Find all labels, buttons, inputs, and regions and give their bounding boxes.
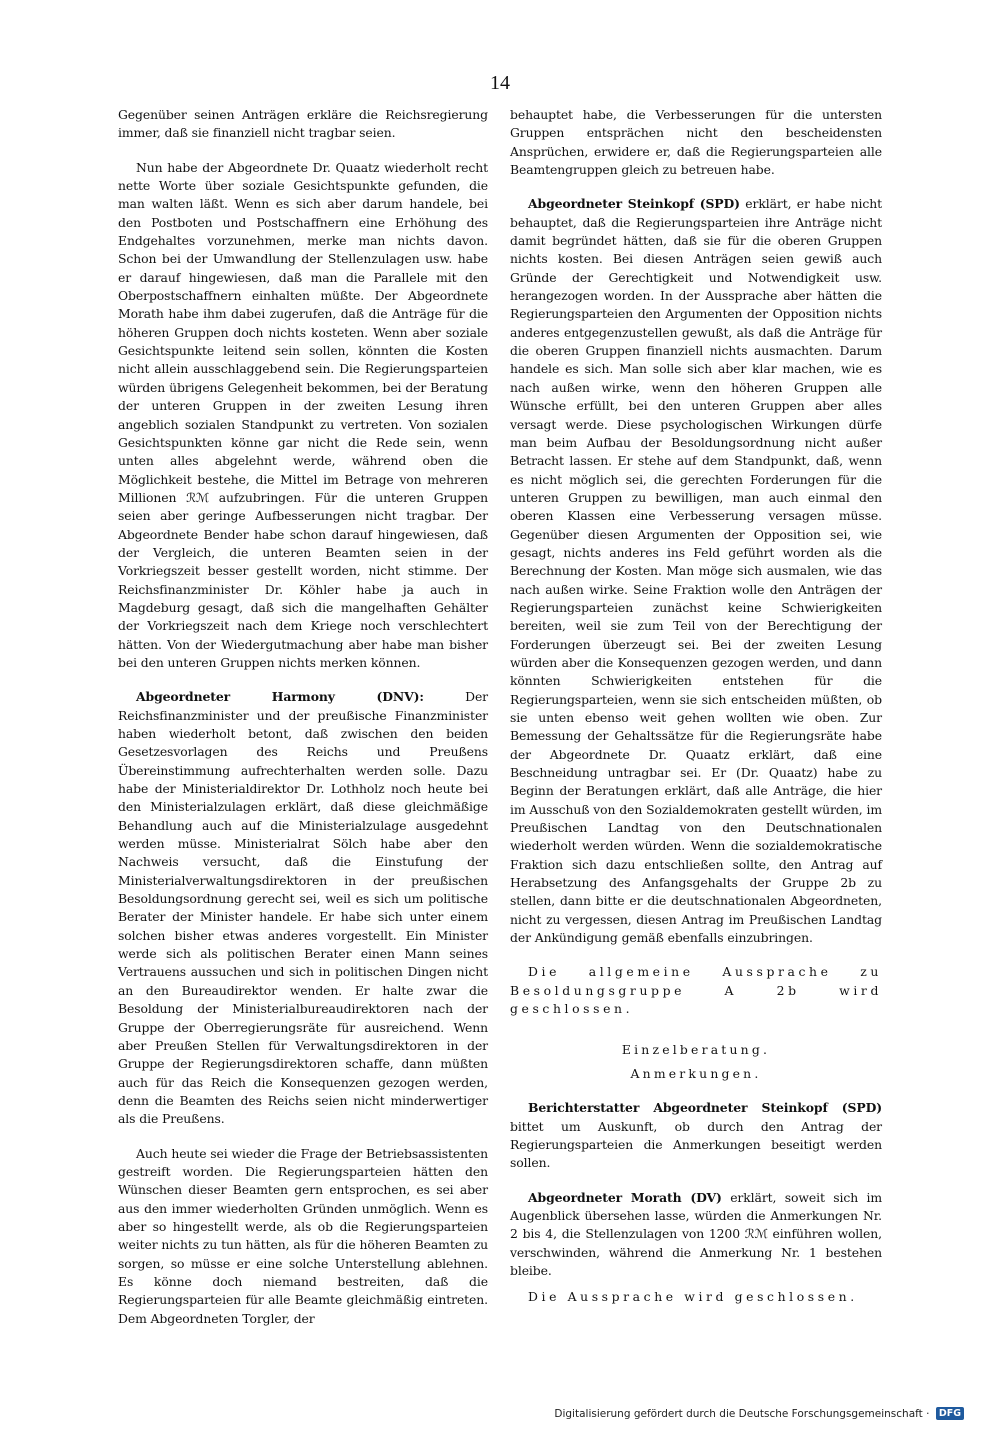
- right-column: [510, 106, 882, 1307]
- paragraph: Gegenüber seinen Anträgen erkläre die Reichsregierung immer, daß sie finanziell nicht tragbar seien.: [118, 107, 488, 141]
- paragraph: [510, 1189, 882, 1281]
- speaker-name: Abgeordneter Morath (DV): [528, 1189, 722, 1205]
- section-heading: Einzelberatung.: [621, 1041, 771, 1057]
- speaker-name: Abgeordneter Harmony (DNV):: [136, 689, 424, 705]
- speech-text: bittet um Auskunft, ob durch den Antrag der Regierungsparteien die Anmerkungen beseitigt werden sollen.: [510, 1118, 882, 1171]
- paragraph: [510, 1099, 882, 1172]
- paragraph: behauptet habe, die Verbesserungen für die untersten Gruppen entsprächen nicht den bescheidensten Ansprüchen, erwidere er, daß die Regierungsparteien alle Beamtengruppen gleich zu betreuen habe.: [510, 107, 882, 178]
- paragraph: [118, 688, 488, 1128]
- speaker-name: Abgeordneter Steinkopf (SPD): [528, 196, 740, 212]
- speech-text: erklärt, er habe nicht behauptet, daß die Regierungsparteien ihre Anträge nicht damit begründet hätten, daß sie für die oberen Gruppen nichts kosten. Bei diesen Anträgen seien gewiß auch Gründe der Gerechtigkeit und Notwendigkeit usw. herangezogen worden. In der Aussprache aber hätten die Regierungsparteien den Argumenten der Opposition nichts anderes entgegenzustellen gewußt, als daß die Anträge für die oberen Gruppen finanziell nichts ausmachten. Darum handele es sich. Man solle sich aber klar machen, wie es nach außen wirke, wenn den höheren Gruppen alle Wünsche erfüllt, bei den unteren Gruppen aber alles versagt werde. Diese psychologischen Wirkungen dürfe man beim Aufbau der Besoldungsordnung nicht außer Betracht lassen. Er stehe auf dem Standpunkt, daß, wenn es nicht möglich sei, die gerechten Forderungen für die unteren Gruppen zu bewilligen, man auch einmal den oberen Klassen eine Verbesserung versagen müsse. Gegenüber diesen Argumenten der Opposition sei, wie gesagt, nichts anderes ins Feld geführt worden als die Berechnung der Kosten. Man möge sich ausmalen, wie das nach außen wirke. Seine Fraktion wolle den Anträgen der Regierungsparteien zunächst keine Schwierigkeiten bereiten, weil sie zum Teil von der Berechtigung der Forderungen überzeugt sei. Bei der zweiten Lesung würden aber die Konsequenzen gezogen werden, und dann könnten Schwierigkeiten entstehen für die Regierungsparteien, wenn sie sich entscheiden müßten, ob sie unten ebenso weit gehen wollten wie oben. Zur Bemessung der Gehaltssätze für die Regierungsräte habe der Abgeordnete Dr. Quaatz erklärt, daß eine Beschneidung untragbar sei. Er (Dr. Quaatz) habe zu Beginn der Beratungen erklärt, daß alle Anträge, die hier im Ausschuß von den Sozialdemokraten gestellt würden, im Preußischen Landtag von den Deutschnationalen wiederholt werden würden. Wenn die sozialdemokratische Fraktion sich dazu entschließen sollte, den Antrag auf Herabsetzung des Anfangsgehalts der Gruppe 2b zu stellen, dann bitte er die deutschnationalen Abgeordneten, nicht zu vergessen, diesen Antrag im Preußischen Landtag der Ankündigung gemäß ebenfalls einzubringen.: [510, 196, 882, 946]
- left-column: [118, 106, 488, 1328]
- page-number: 14: [490, 72, 510, 94]
- closing-note: Die allgemeine Aussprache zu Besoldungsgruppe A 2b wird geschlossen.: [510, 964, 882, 1017]
- paragraph: Auch heute sei wieder die Frage der Betriebsassistenten gestreift worden. Die Regierungsparteien hätten den Wünschen dieser Beamten gern entsprochen, es sei aber aus den immer wiederholten Gründen unmöglich. Wenn es aber so hingestellt werde, als ob die Regierungsparteien weiter nichts zu tun hätten, als für die höheren Beamten zu sorgen, so müsse er eine solche Unterstellung ablehnen. Es könne doch niemand bestreiten, daß die Regierungsparteien für alle Beamte gleichmäßig eintreten. Dem Abgeordneten Torgler, der: [118, 1145, 488, 1326]
- section-subheading: Anmerkungen.: [630, 1065, 762, 1081]
- footer-separator: ·: [926, 1408, 930, 1420]
- dfg-logo-icon: DFG: [936, 1407, 964, 1420]
- paragraph: [510, 195, 882, 947]
- footer-text: Digitalisierung gefördert durch die Deutsche Forschungsgemeinschaft: [554, 1408, 923, 1420]
- speech-text: erklärt, soweit sich im Augenblick übersehen lasse, würden die Anmerkungen Nr. 2 bis 4, die Stellenzulagen von 1200 ℛℳ einführen wollen, verschwinden, während die Anmerkung Nr. 1 bestehen bleibe.: [510, 1189, 883, 1278]
- funding-footer: [504, 1407, 964, 1420]
- speech-text: Der Reichsfinanzminister und der preußische Finanzminister haben wiederholt betont, daß zwischen den beiden Gesetzesvorlagen des Reichs und Preußens Übereinstimmung aufrechterhalten werden solle. Dazu habe der Ministerialdirektor Dr. Lothholz noch heute bei den Ministerialzulagen erklärt, daß diese gleichmäßige Behandlung auch auf die Ministerialzulage ausgedehnt werden müsse. Ministerialrat Sölch habe aber den Nachweis versucht, daß die Einstufung der Ministerialverwaltungsdirektoren in der preußischen Besoldungsordnung gerecht sei, weil es sich um politische Berater der Minister handele. Er habe sich unter einem solchen bisher etwas anderes vorgestellt. Ein Minister werde sich als politischen Berater einen Mann seines Vertrauens aussuchen und sich in politischen Dingen nicht an den Bureaudirektor wenden. Er halte zwar die Besoldung der Ministerialbureaudirektoren nach der Gruppe der Oberregierungsräte für ausreichend. Wenn aber Preußen Stellen für Verwaltungsdirektoren in der Gruppe der Regierungsdirektoren schaffe, dann müßten auch für das Reich die Konsequenzen gezogen werden, denn die Beamten des Reichs seien nicht minderwertiger als die Preußens.: [118, 689, 488, 1127]
- closing-note: Die Aussprache wird geschlossen.: [528, 1289, 858, 1305]
- speaker-name: Berichterstatter Abgeordneter Steinkopf (SPD): [528, 1100, 882, 1116]
- paragraph: Nun habe der Abgeordnete Dr. Quaatz wiederholt recht nette Worte über soziale Gesichtspunkte gefunden, die man walten läßt. Wenn es sich aber darum handele, bei den Postboten und Postschaffnern eine Erhöhung des Endgehaltes vorzunehmen, merke man nichts davon. Schon bei der Umwandlung der Stellenzulagen usw. habe er darauf hingewiesen, daß man die Parallele mit den Oberpostschaffnern einhalten müßte. Der Abgeordnete Morath habe ihm dabei zugerufen, daß die Anträge für die höheren Gruppen doch nichts kosteten. Wenn aber soziale Gesichtspunkte leitend sein sollen, könnten die Kosten nicht allein ausschlaggebend sein. Die Regierungsparteien würden übrigens Gelegenheit bekommen, bei der Beratung der unteren Gruppen in der zweiten Lesung ihren angeblich sozialen Standpunkt zu vertreten. Von sozialen Gesichtspunkten könne gar nicht die Rede sein, wenn unten alles abgelehnt werde, während oben die Möglichkeit bestehe, die Mittel im Betrage von mehreren Millionen ℛℳ aufzubringen. Für die unteren Gruppen seien aber geringe Aufbesserungen nicht tragbar. Der Abgeordnete Bender habe schon darauf hingewiesen, daß der Vergleich, die unteren Beamten seien in der Vorkriegszeit besser gestellt worden, nicht stimme. Der Reichsfinanzminister Dr. Köhler habe ja auch in Magdeburg gesagt, daß sich die mangelhaften Gehälter der Vorkriegszeit nach dem Kriege noch verschlechtert hätten. Von der Wiedergutmachung aber habe man bisher bei den unteren Gruppen nichts merken können.: [118, 159, 488, 670]
